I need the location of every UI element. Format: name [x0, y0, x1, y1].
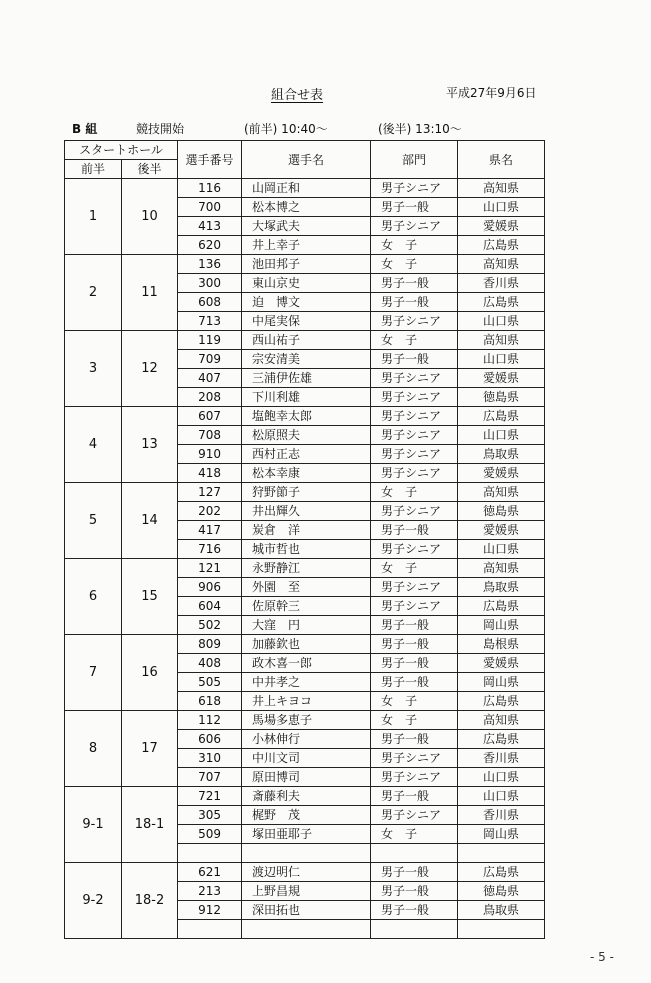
prefecture: 高知県: [458, 711, 545, 730]
division: 男子一般: [371, 616, 458, 635]
front-hole: 9-2: [65, 863, 122, 939]
player-name: 松本幸康: [242, 464, 371, 483]
player-no: [178, 920, 242, 939]
player-name: 井出輝久: [242, 502, 371, 521]
table-row: [65, 331, 545, 350]
division: 女 子: [371, 825, 458, 844]
table-row: [65, 559, 545, 578]
prefecture: 鳥取県: [458, 578, 545, 597]
prefecture: 岡山県: [458, 616, 545, 635]
prefecture: 広島県: [458, 597, 545, 616]
player-no: 621: [178, 863, 242, 882]
front-hole: 6: [65, 559, 122, 635]
back-hole: 11: [122, 255, 178, 331]
division: 男子シニア: [371, 578, 458, 597]
prefecture: 広島県: [458, 730, 545, 749]
table-row: [65, 635, 545, 654]
player-name: 佐原幹三: [242, 597, 371, 616]
table-row: [65, 483, 545, 502]
player-name: 迫 博文: [242, 293, 371, 312]
player-no: 708: [178, 426, 242, 445]
division: 男子シニア: [371, 179, 458, 198]
player-no: 121: [178, 559, 242, 578]
front-hole: 9-1: [65, 787, 122, 863]
prefecture: 鳥取県: [458, 901, 545, 920]
division: 男子一般: [371, 654, 458, 673]
start-label: 競技開始: [136, 122, 185, 136]
back-hole: 10: [122, 179, 178, 255]
player-no: 310: [178, 749, 242, 768]
player-no: 700: [178, 198, 242, 217]
division: 男子シニア: [371, 464, 458, 483]
division: 男子シニア: [371, 312, 458, 331]
front-hole: 7: [65, 635, 122, 711]
player-no: 418: [178, 464, 242, 483]
prefecture: 愛媛県: [458, 369, 545, 388]
player-no: 127: [178, 483, 242, 502]
prefecture: 高知県: [458, 179, 545, 198]
table-row: [65, 407, 545, 426]
division: 女 子: [371, 692, 458, 711]
division: 男子シニア: [371, 768, 458, 787]
player-name: [242, 844, 371, 863]
player-name: 加藤欽也: [242, 635, 371, 654]
division: 男子シニア: [371, 749, 458, 768]
division: 女 子: [371, 331, 458, 350]
prefecture: 高知県: [458, 331, 545, 350]
player-name: 三浦伊佐雄: [242, 369, 371, 388]
division: [371, 844, 458, 863]
prefecture: 島根県: [458, 635, 545, 654]
player-no: 305: [178, 806, 242, 825]
document-title: 組合せ表: [271, 88, 324, 103]
player-name: 中尾実保: [242, 312, 371, 331]
player-name: 塩飽幸太郎: [242, 407, 371, 426]
player-no: 300: [178, 274, 242, 293]
division: 女 子: [371, 711, 458, 730]
division: 男子一般: [371, 673, 458, 692]
prefecture: 広島県: [458, 236, 545, 255]
player-name: 大窪 円: [242, 616, 371, 635]
prefecture: 山口県: [458, 787, 545, 806]
player-no: 618: [178, 692, 242, 711]
player-no: 809: [178, 635, 242, 654]
front-hole: 4: [65, 407, 122, 483]
division: 男子一般: [371, 901, 458, 920]
player-no: 906: [178, 578, 242, 597]
division: 男子一般: [371, 198, 458, 217]
division: 男子一般: [371, 293, 458, 312]
division: 男子シニア: [371, 369, 458, 388]
player-no: 413: [178, 217, 242, 236]
prefecture: 岡山県: [458, 673, 545, 692]
division: 男子一般: [371, 787, 458, 806]
division: 女 子: [371, 483, 458, 502]
division: 男子シニア: [371, 217, 458, 236]
player-no: 208: [178, 388, 242, 407]
player-name: 池田邦子: [242, 255, 371, 274]
prefecture: 山口県: [458, 426, 545, 445]
player-name: 炭倉 洋: [242, 521, 371, 540]
division: 男子一般: [371, 274, 458, 293]
player-no: 912: [178, 901, 242, 920]
prefecture: 岡山県: [458, 825, 545, 844]
player-name: 永野静江: [242, 559, 371, 578]
prefecture: 高知県: [458, 255, 545, 274]
player-no: 716: [178, 540, 242, 559]
prefecture: 山口県: [458, 540, 545, 559]
prefecture: 山口県: [458, 198, 545, 217]
player-no: 505: [178, 673, 242, 692]
prefecture: 徳島県: [458, 502, 545, 521]
player-no: 407: [178, 369, 242, 388]
player-no: 213: [178, 882, 242, 901]
prefecture: 愛媛県: [458, 217, 545, 236]
player-no: 202: [178, 502, 242, 521]
back-hole: 18-1: [122, 787, 178, 863]
first-half-start: (前半) 10:40～: [244, 122, 328, 136]
division: 男子シニア: [371, 407, 458, 426]
prefecture: 山口県: [458, 350, 545, 369]
player-no: 509: [178, 825, 242, 844]
player-name: 西村正志: [242, 445, 371, 464]
player-no: 721: [178, 787, 242, 806]
player-name: 東山京史: [242, 274, 371, 293]
back-hole: 14: [122, 483, 178, 559]
division: [371, 920, 458, 939]
start-hole-header: スタートホール: [65, 141, 178, 160]
table-row: [65, 863, 545, 882]
player-name: 狩野節子: [242, 483, 371, 502]
division: 男子一般: [371, 863, 458, 882]
division: 男子シニア: [371, 445, 458, 464]
player-no: 707: [178, 768, 242, 787]
player-name: 外園 至: [242, 578, 371, 597]
player-name: 塚田亜耶子: [242, 825, 371, 844]
player-no: 136: [178, 255, 242, 274]
player-no-header: 選手番号: [178, 141, 242, 179]
player-name: 西山祐子: [242, 331, 371, 350]
player-name: 渡辺明仁: [242, 863, 371, 882]
division: 男子一般: [371, 521, 458, 540]
prefecture: 徳島県: [458, 882, 545, 901]
prefecture: 高知県: [458, 559, 545, 578]
prefecture: 山口県: [458, 768, 545, 787]
player-name: 馬場多恵子: [242, 711, 371, 730]
division: 男子シニア: [371, 502, 458, 521]
player-name: 井上幸子: [242, 236, 371, 255]
player-name: 城市哲也: [242, 540, 371, 559]
player-name: 中井孝之: [242, 673, 371, 692]
table-row: [65, 179, 545, 198]
schedule-table: [64, 140, 545, 939]
front-hole: 5: [65, 483, 122, 559]
player-no: 910: [178, 445, 242, 464]
player-name: 政木喜一郎: [242, 654, 371, 673]
prefecture: 鳥取県: [458, 445, 545, 464]
second-half-header: 後半: [122, 160, 178, 179]
back-hole: 16: [122, 635, 178, 711]
division: 女 子: [371, 236, 458, 255]
prefecture: [458, 844, 545, 863]
prefecture: 愛媛県: [458, 464, 545, 483]
player-name: 小林伸行: [242, 730, 371, 749]
front-hole: 3: [65, 331, 122, 407]
prefecture: 香川県: [458, 749, 545, 768]
division: 男子一般: [371, 635, 458, 654]
player-name: 中川文司: [242, 749, 371, 768]
player-name: 宗安清美: [242, 350, 371, 369]
group-name: B 組: [72, 122, 98, 136]
division: 男子シニア: [371, 540, 458, 559]
back-hole: 18-2: [122, 863, 178, 939]
division: 女 子: [371, 559, 458, 578]
player-name: 山岡正和: [242, 179, 371, 198]
division: 女 子: [371, 255, 458, 274]
player-name: 上野昌規: [242, 882, 371, 901]
page-number: - 5 -: [590, 950, 614, 964]
player-name: 井上キヨコ: [242, 692, 371, 711]
division: 男子シニア: [371, 426, 458, 445]
back-hole: 17: [122, 711, 178, 787]
player-no: 116: [178, 179, 242, 198]
front-hole: 1: [65, 179, 122, 255]
player-no: 417: [178, 521, 242, 540]
prefecture: 香川県: [458, 806, 545, 825]
player-no: 607: [178, 407, 242, 426]
prefecture: 広島県: [458, 407, 545, 426]
player-name: 深田拓也: [242, 901, 371, 920]
division-header: 部門: [371, 141, 458, 179]
player-name: 原田博司: [242, 768, 371, 787]
prefecture: 徳島県: [458, 388, 545, 407]
player-name: 松本博之: [242, 198, 371, 217]
back-hole: 15: [122, 559, 178, 635]
front-hole: 8: [65, 711, 122, 787]
prefecture: 愛媛県: [458, 654, 545, 673]
table-row: [65, 711, 545, 730]
document-date: 平成27年9月6日: [446, 86, 537, 100]
division: 男子一般: [371, 730, 458, 749]
division: 男子一般: [371, 350, 458, 369]
prefecture: 山口県: [458, 312, 545, 331]
table-row: [65, 255, 545, 274]
prefecture: 広島県: [458, 863, 545, 882]
player-name: 斎藤利夫: [242, 787, 371, 806]
player-name: [242, 920, 371, 939]
back-hole: 12: [122, 331, 178, 407]
division: 男子シニア: [371, 806, 458, 825]
player-no: 608: [178, 293, 242, 312]
back-hole: 13: [122, 407, 178, 483]
front-hole: 2: [65, 255, 122, 331]
player-no: 119: [178, 331, 242, 350]
player-name: 梶野 茂: [242, 806, 371, 825]
player-no: 709: [178, 350, 242, 369]
prefecture: 愛媛県: [458, 521, 545, 540]
player-no: 606: [178, 730, 242, 749]
first-half-header: 前半: [65, 160, 122, 179]
player-no: 408: [178, 654, 242, 673]
player-no: 112: [178, 711, 242, 730]
player-no: [178, 844, 242, 863]
prefecture: 広島県: [458, 692, 545, 711]
player-no: 604: [178, 597, 242, 616]
player-no: 620: [178, 236, 242, 255]
player-name: 松原照夫: [242, 426, 371, 445]
player-name-header: 選手名: [242, 141, 371, 179]
prefecture-header: 県名: [458, 141, 545, 179]
prefecture: 高知県: [458, 483, 545, 502]
table-row: [65, 787, 545, 806]
division: 男子シニア: [371, 597, 458, 616]
division: 男子シニア: [371, 388, 458, 407]
player-name: 大塚武夫: [242, 217, 371, 236]
second-half-start: (後半) 13:10～: [378, 122, 462, 136]
division: 男子一般: [371, 882, 458, 901]
prefecture: 広島県: [458, 293, 545, 312]
player-no: 713: [178, 312, 242, 331]
player-name: 下川利雄: [242, 388, 371, 407]
prefecture: 香川県: [458, 274, 545, 293]
prefecture: [458, 920, 545, 939]
player-no: 502: [178, 616, 242, 635]
